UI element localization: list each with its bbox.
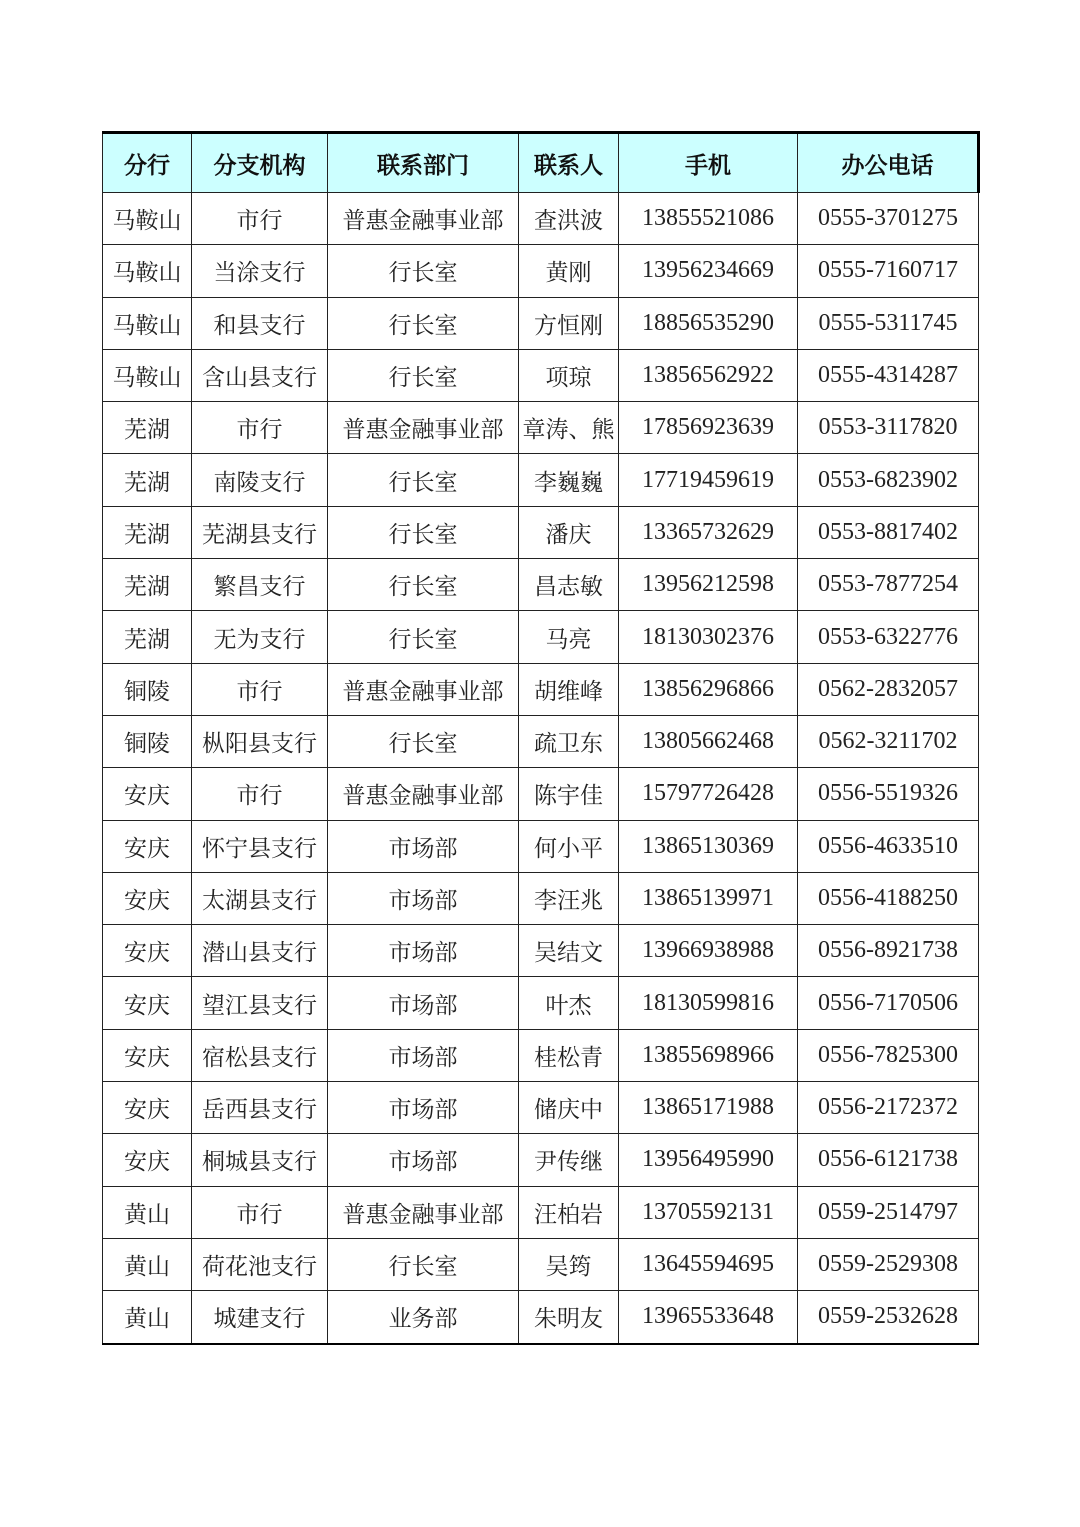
table-row [103,1134,979,1186]
cell-mobile: 13645594695 [619,1238,798,1290]
cell-office-phone: 0555-3701275 [798,193,979,245]
table-row [103,925,979,977]
table-row [103,872,979,924]
cell-sub-branch: 无为支行 [192,611,328,663]
cell-department: 普惠金融事业部 [328,193,519,245]
cell-department: 市场部 [328,1082,519,1134]
cell-branch: 马鞍山 [103,245,192,297]
table-row [103,1186,979,1238]
cell-office-phone: 0556-4633510 [798,820,979,872]
cell-office-phone: 0556-6121738 [798,1134,979,1186]
table-row [103,977,979,1029]
cell-sub-branch: 太湖县支行 [192,872,328,924]
cell-office-phone: 0559-2514797 [798,1186,979,1238]
cell-department: 行长室 [328,715,519,767]
cell-office-phone: 0555-7160717 [798,245,979,297]
cell-contact-person: 汪柏岩 [519,1186,619,1238]
cell-contact-person: 吴筠 [519,1238,619,1290]
cell-sub-branch: 芜湖县支行 [192,506,328,558]
cell-department: 行长室 [328,611,519,663]
cell-office-phone: 0553-6322776 [798,611,979,663]
cell-mobile: 18130599816 [619,977,798,1029]
cell-mobile: 13856562922 [619,349,798,401]
table-row [103,349,979,401]
cell-contact-person: 黄刚 [519,245,619,297]
cell-mobile: 17856923639 [619,402,798,454]
cell-mobile: 13855521086 [619,193,798,245]
cell-department: 市场部 [328,1134,519,1186]
cell-sub-branch: 市行 [192,768,328,820]
cell-contact-person: 章涛、熊 [519,402,619,454]
cell-department: 市场部 [328,1029,519,1081]
table-row [103,193,979,245]
cell-office-phone: 0556-2172372 [798,1082,979,1134]
cell-office-phone: 0555-4314287 [798,349,979,401]
cell-mobile: 13865130369 [619,820,798,872]
cell-department: 业务部 [328,1291,519,1344]
cell-mobile: 13856296866 [619,663,798,715]
cell-branch: 安庆 [103,768,192,820]
cell-department: 市场部 [328,977,519,1029]
cell-branch: 黄山 [103,1238,192,1290]
cell-mobile: 15797726428 [619,768,798,820]
cell-mobile: 13956495990 [619,1134,798,1186]
cell-contact-person: 胡维峰 [519,663,619,715]
table-row [103,1291,979,1344]
cell-department: 普惠金融事业部 [328,1186,519,1238]
cell-sub-branch: 城建支行 [192,1291,328,1344]
cell-office-phone: 0553-3117820 [798,402,979,454]
cell-branch: 安庆 [103,1082,192,1134]
cell-branch: 马鞍山 [103,297,192,349]
cell-department: 行长室 [328,454,519,506]
cell-sub-branch: 岳西县支行 [192,1082,328,1134]
table-row [103,715,979,767]
cell-branch: 芜湖 [103,506,192,558]
cell-sub-branch: 荷花池支行 [192,1238,328,1290]
table-row [103,297,979,349]
cell-sub-branch: 潜山县支行 [192,925,328,977]
cell-branch: 黄山 [103,1186,192,1238]
cell-office-phone: 0553-6823902 [798,454,979,506]
cell-office-phone: 0556-8921738 [798,925,979,977]
cell-branch: 安庆 [103,1134,192,1186]
cell-department: 市场部 [328,872,519,924]
cell-branch: 芜湖 [103,559,192,611]
table-row [103,663,979,715]
cell-contact-person: 朱明友 [519,1291,619,1344]
cell-branch: 安庆 [103,820,192,872]
cell-mobile: 17719459619 [619,454,798,506]
cell-department: 行长室 [328,297,519,349]
cell-sub-branch: 繁昌支行 [192,559,328,611]
cell-contact-person: 何小平 [519,820,619,872]
header-row [103,133,979,193]
cell-mobile: 13865139971 [619,872,798,924]
cell-department: 行长室 [328,349,519,401]
table-row [103,559,979,611]
cell-office-phone: 0556-7170506 [798,977,979,1029]
cell-contact-person: 李汪兆 [519,872,619,924]
cell-office-phone: 0562-2832057 [798,663,979,715]
cell-contact-person: 查洪波 [519,193,619,245]
cell-department: 市场部 [328,925,519,977]
cell-office-phone: 0553-8817402 [798,506,979,558]
header-mobile: 手机 [619,133,798,193]
cell-contact-person: 吴结文 [519,925,619,977]
table-row [103,1029,979,1081]
cell-sub-branch: 和县支行 [192,297,328,349]
header-contact-person: 联系人 [519,133,619,193]
cell-contact-person: 桂松青 [519,1029,619,1081]
cell-office-phone: 0556-4188250 [798,872,979,924]
cell-contact-person: 李巍巍 [519,454,619,506]
header-department: 联系部门 [328,133,519,193]
cell-sub-branch: 宿松县支行 [192,1029,328,1081]
cell-contact-person: 昌志敏 [519,559,619,611]
cell-sub-branch: 望江县支行 [192,977,328,1029]
cell-sub-branch: 南陵支行 [192,454,328,506]
cell-department: 行长室 [328,1238,519,1290]
header-office-phone: 办公电话 [798,133,979,193]
cell-mobile: 13865171988 [619,1082,798,1134]
cell-sub-branch: 怀宁县支行 [192,820,328,872]
cell-sub-branch: 市行 [192,193,328,245]
cell-branch: 安庆 [103,1029,192,1081]
cell-office-phone: 0556-5519326 [798,768,979,820]
cell-sub-branch: 市行 [192,663,328,715]
cell-office-phone: 0559-2532628 [798,1291,979,1344]
cell-sub-branch: 市行 [192,1186,328,1238]
cell-contact-person: 马亮 [519,611,619,663]
cell-office-phone: 0553-7877254 [798,559,979,611]
table-row [103,402,979,454]
cell-mobile: 13805662468 [619,715,798,767]
cell-contact-person: 疏卫东 [519,715,619,767]
cell-contact-person: 方恒刚 [519,297,619,349]
header-branch: 分行 [103,133,192,193]
cell-sub-branch: 含山县支行 [192,349,328,401]
cell-mobile: 13705592131 [619,1186,798,1238]
cell-branch: 芜湖 [103,454,192,506]
cell-office-phone: 0556-7825300 [798,1029,979,1081]
cell-sub-branch: 桐城县支行 [192,1134,328,1186]
cell-contact-person: 潘庆 [519,506,619,558]
cell-mobile: 13365732629 [619,506,798,558]
table-row [103,1082,979,1134]
cell-branch: 安庆 [103,977,192,1029]
cell-contact-person: 储庆中 [519,1082,619,1134]
table-row [103,768,979,820]
cell-mobile: 13855698966 [619,1029,798,1081]
cell-department: 行长室 [328,245,519,297]
cell-sub-branch: 市行 [192,402,328,454]
cell-department: 市场部 [328,820,519,872]
cell-office-phone: 0562-3211702 [798,715,979,767]
cell-department: 普惠金融事业部 [328,663,519,715]
table-row [103,1238,979,1290]
contact-table [102,131,980,1345]
cell-branch: 黄山 [103,1291,192,1344]
cell-contact-person: 陈宇佳 [519,768,619,820]
cell-sub-branch: 枞阳县支行 [192,715,328,767]
header-sub-branch: 分支机构 [192,133,328,193]
table-row [103,506,979,558]
cell-department: 普惠金融事业部 [328,768,519,820]
cell-department: 行长室 [328,506,519,558]
cell-branch: 铜陵 [103,715,192,767]
cell-mobile: 13956234669 [619,245,798,297]
cell-office-phone: 0555-5311745 [798,297,979,349]
cell-sub-branch: 当涂支行 [192,245,328,297]
cell-branch: 马鞍山 [103,193,192,245]
cell-branch: 安庆 [103,925,192,977]
cell-contact-person: 尹传继 [519,1134,619,1186]
cell-branch: 马鞍山 [103,349,192,401]
table-row [103,245,979,297]
cell-contact-person: 项琼 [519,349,619,401]
cell-branch: 安庆 [103,872,192,924]
cell-office-phone: 0559-2529308 [798,1238,979,1290]
cell-department: 行长室 [328,559,519,611]
cell-branch: 芜湖 [103,402,192,454]
table-row [103,611,979,663]
cell-mobile: 18856535290 [619,297,798,349]
cell-mobile: 13966938988 [619,925,798,977]
cell-branch: 铜陵 [103,663,192,715]
cell-mobile: 18130302376 [619,611,798,663]
table-row [103,454,979,506]
cell-contact-person: 叶杰 [519,977,619,1029]
cell-branch: 芜湖 [103,611,192,663]
cell-mobile: 13965533648 [619,1291,798,1344]
cell-mobile: 13956212598 [619,559,798,611]
cell-department: 普惠金融事业部 [328,402,519,454]
table-row [103,820,979,872]
